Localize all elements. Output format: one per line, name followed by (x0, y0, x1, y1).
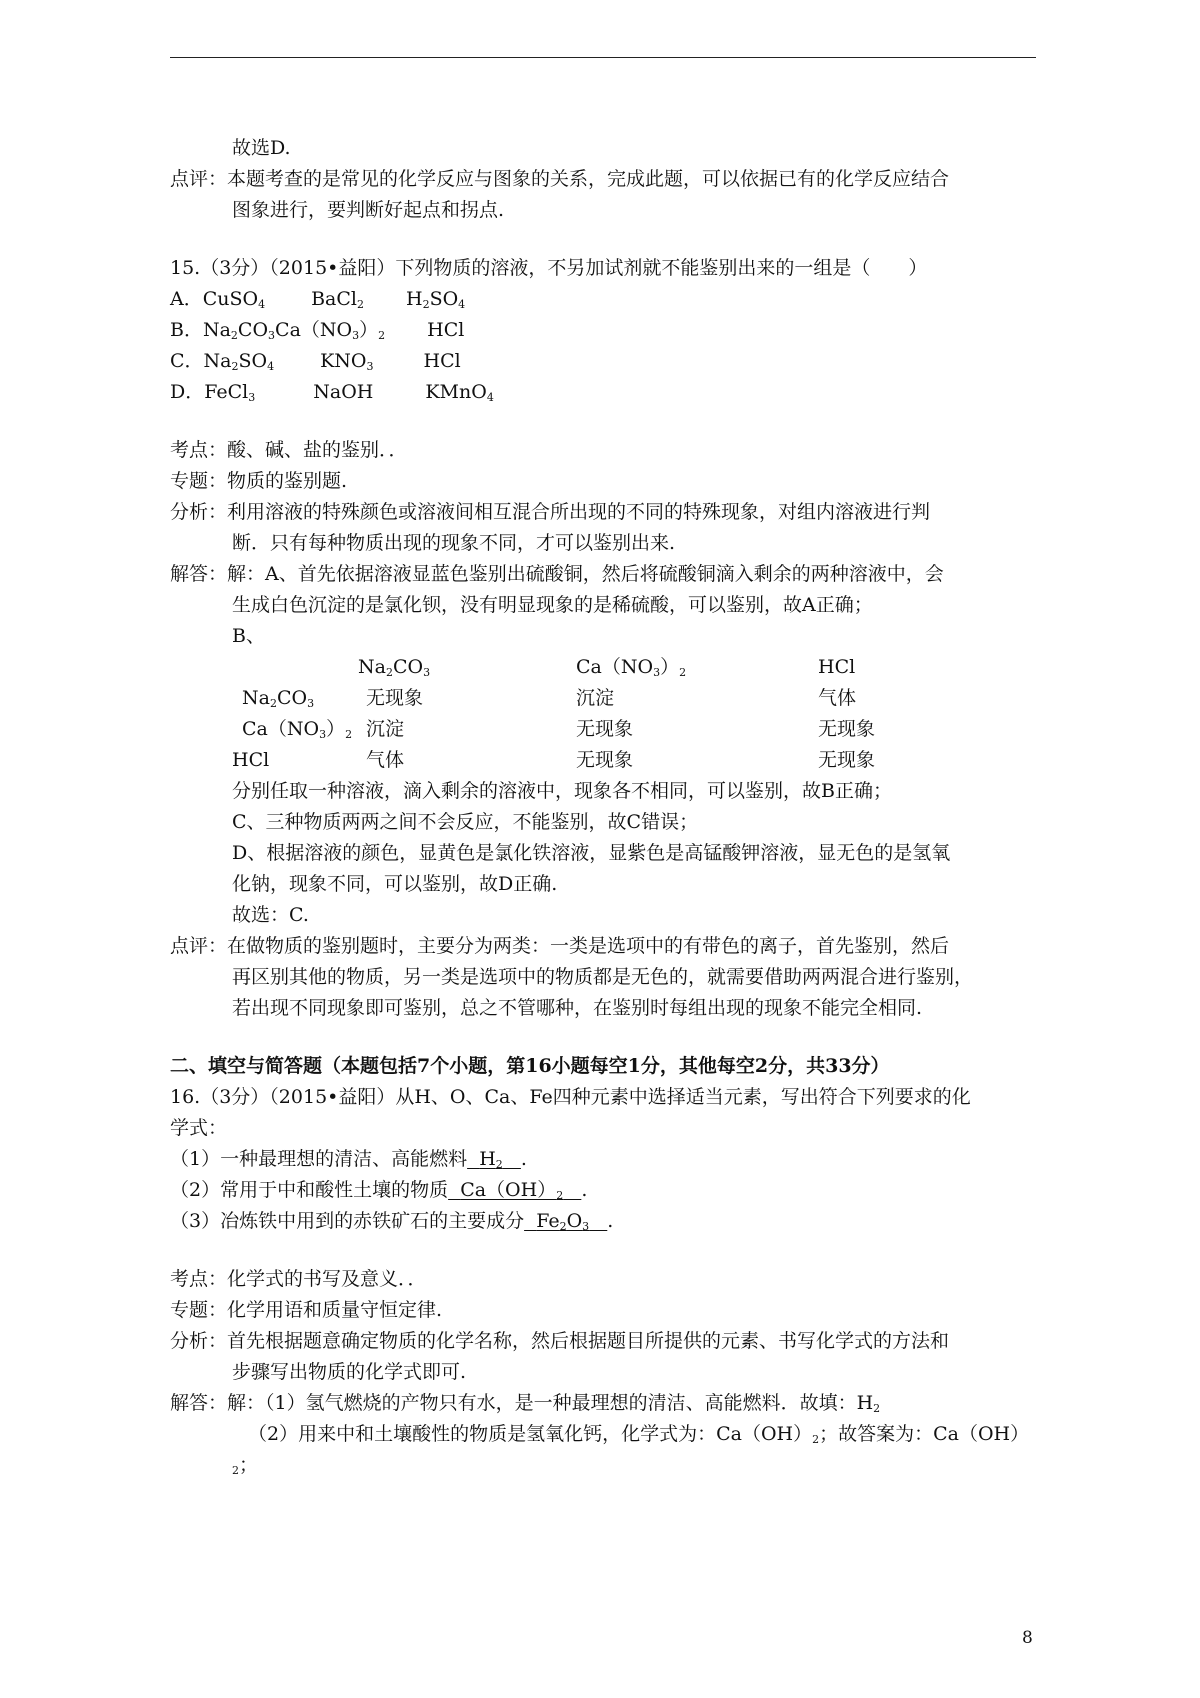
solution-line: B、 (232, 625, 265, 647)
header-rule (170, 57, 1036, 58)
table-cell: 气体 (366, 749, 405, 771)
sub-question-1: （1）一种最理想的清洁、高能燃料 $H_2$ . (170, 1148, 527, 1171)
conclusion-line: 故选D. (232, 137, 291, 159)
topic: 专题：物质的鉴别题. (170, 470, 348, 492)
table-header: $Ca(NO_3)_2$ (576, 656, 687, 679)
table-cell: 无现象 (818, 718, 876, 740)
table-header: HCl (818, 656, 856, 678)
table-header: $Na_2CO_3$ (358, 656, 431, 679)
table-cell: 沉淀 (366, 718, 405, 740)
comment-line: 若出现不同现象即可鉴别，总之不管哪种，在鉴别时每组出现的现象不能完全相同. (232, 997, 923, 1019)
question-15: 15.（3分）（2015•益阳）下列物质的溶液，不另加试剂就不能鉴别出来的一组是（ ） (170, 257, 928, 279)
sub-question-2: （2）常用于中和酸性土壤的物质 $Ca(OH)_2$ . (170, 1179, 588, 1202)
answer-blank: $Fe_2O_3$ (536, 1210, 590, 1233)
solution-line: （2）用来中和土壤酸性的物质是氢氧化钙，化学式为：$Ca(OH)_2$；故答案为：Ca（OH） (248, 1423, 1030, 1446)
analysis-line: 断．只有每种物质出现的现象不同，才可以鉴别出来. (232, 532, 676, 554)
option-d: D．FeCl$_3$ NaOH KMnO$_4$ (170, 381, 494, 404)
answer-blank: $Ca(OH)_2$ (460, 1179, 564, 1202)
option-c: C．$Na_2SO_4$ $KNO_3$ HCl (170, 350, 461, 373)
analysis-line: 步骤写出物质的化学式即可. (232, 1361, 467, 1383)
topic: 专题：化学用语和质量守恒定律. (170, 1299, 443, 1321)
table-cell: 无现象 (366, 687, 424, 709)
table-row-header: HCl (232, 749, 270, 771)
solution-line: 解答：解：（1）氢气燃烧的产物只有水，是一种最理想的清洁、高能燃料．故填：$H_2$ (170, 1392, 881, 1415)
knowledge-point: 考点：酸、碱、盐的鉴别．． (170, 439, 408, 461)
table-cell: 无现象 (576, 718, 634, 740)
table-cell: 无现象 (576, 749, 634, 771)
question-16: 学式： (170, 1117, 228, 1139)
solution-line: D、根据溶液的颜色，显黄色是氯化铁溶液，显紫色是高锰酸钾溶液，显无色的是氢氧 (232, 842, 951, 864)
comment-line: 图象进行，要判断好起点和拐点. (232, 199, 505, 221)
solution-line: 故选：C. (232, 904, 309, 926)
option-b: B．$Na_2CO_3Ca(NO_3)_2$ HCl (170, 319, 465, 342)
knowledge-point: 考点：化学式的书写及意义．． (170, 1268, 427, 1290)
table-row-header: $Ca(NO_3)_2$ (242, 718, 353, 741)
comment-line: 点评：本题考查的是常见的化学反应与图象的关系，完成此题，可以依据已有的化学反应结合 (170, 168, 950, 190)
sub-question-3: （3）冶炼铁中用到的赤铁矿石的主要成分 $Fe_2O_3$ . (170, 1210, 614, 1233)
analysis-line: 分析：首先根据题意确定物质的化学名称，然后根据题目所提供的元素、书写化学式的方法和 (170, 1330, 950, 1352)
table-cell: 气体 (818, 687, 857, 709)
solution-line: $_2$； (232, 1454, 259, 1477)
solution-line: 解答：解：A、首先依据溶液显蓝色鉴别出硫酸铜，然后将硫酸铜滴入剩余的两种溶液中，会 (170, 563, 944, 585)
table-cell: 无现象 (818, 749, 876, 771)
comment-line: 点评：在做物质的鉴别题时，主要分为两类：一类是选项中的有带色的离子，首先鉴别，然后 (170, 935, 950, 957)
solution-line: 化钠，现象不同，可以鉴别，故D正确. (232, 873, 558, 895)
table-cell: 沉淀 (576, 687, 615, 709)
analysis-line: 分析：利用溶液的特殊颜色或溶液间相互混合所出现的不同的特殊现象，对组内溶液进行判 (170, 501, 931, 523)
comment-line: 再区别其他的物质，另一类是选项中的物质都是无色的，就需要借助两两混合进行鉴别， (232, 966, 974, 988)
question-16: 16.（3分）（2015•益阳）从H、O、Ca、Fe四种元素中选择适当元素，写出符合下列要求的化 (170, 1086, 971, 1108)
table-row-header: $Na_2CO_3$ (242, 687, 315, 710)
answer-blank: $H_2$ (479, 1148, 503, 1171)
solution-line: 生成白色沉淀的是氯化钡，没有明显现象的是稀硫酸，可以鉴别，故A正确； (232, 594, 873, 616)
section-heading: 二、填空与简答题（本题包括7个小题，第16小题每空1分，其他每空2分，共33分） (170, 1055, 890, 1077)
option-a: A．CuSO$_4$ BaCl$_2$ $H_2SO_4$ (170, 288, 466, 311)
solution-line: C、三种物质两两之间不会反应，不能鉴别，故C错误； (232, 811, 699, 833)
page-number: 8 (1022, 1628, 1033, 1648)
solution-line: 分别任取一种溶液，滴入剩余的溶液中，现象各不相同，可以鉴别，故B正确； (232, 780, 892, 802)
